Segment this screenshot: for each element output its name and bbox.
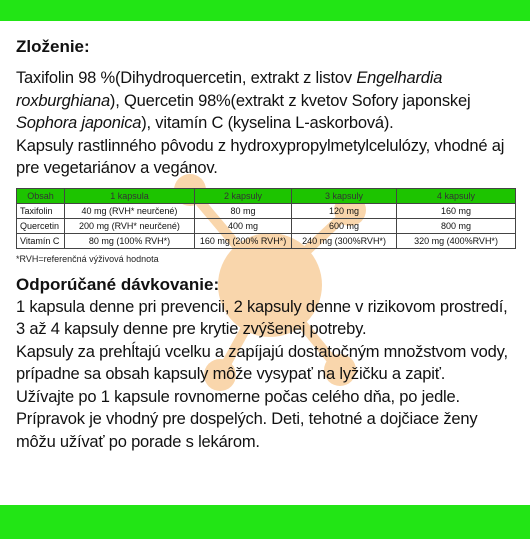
table-cell: 120 mg <box>292 203 397 218</box>
table-row <box>17 203 516 218</box>
dosage-heading: Odporúčané dávkovanie: <box>16 274 220 294</box>
table-row <box>17 233 516 248</box>
table-cell: 600 mg <box>292 218 397 233</box>
table-cell: Taxifolin <box>17 203 65 218</box>
table-row <box>17 218 516 233</box>
table-cell: 80 mg (100% RVH*) <box>65 233 195 248</box>
composition-heading: Zloženie: <box>16 37 90 56</box>
usage-text: Kapsuly za prehĺtajú vcelku a zapíjajú dostatočným množstvom vody, prípadne sa obsah kapsuly môže vysypať na lyžičku a zapiť. <box>16 342 508 383</box>
frequency-text: Užívajte po 1 kapsule rovnomerne počas celého dňa, po jedle. <box>16 387 460 406</box>
top-green-bar <box>0 0 530 21</box>
rvh-footnote: *RVH=referenčná výživová hodnota <box>16 253 159 264</box>
table-cell: 160 mg (200% RVH*) <box>195 233 292 248</box>
capsule-info: Kapsuly rastlinného pôvodu z hydroxypropylmetylcelulózy, vhodné aj pre vegetariánov a vegánov. <box>16 136 505 177</box>
bottom-green-bar <box>0 505 530 539</box>
composition-ingredients: Taxifolin 98 %(Dihydroquercetin, extrakt z listov Engelhardia roxburghiana), Quercetin 98%(extrakt z kvetov Sofory japonskej Sophora japonica), vitamín C (kyselina L-askorbová). <box>16 69 471 132</box>
dosage-table <box>16 188 516 249</box>
table-header: Obsah <box>17 188 65 203</box>
table-cell: Vitamín C <box>17 233 65 248</box>
table-cell: 240 mg (300%RVH*) <box>292 233 397 248</box>
table-cell: 200 mg (RVH* neurčené) <box>65 218 195 233</box>
table-cell: Quercetin <box>17 218 65 233</box>
table-header: 4 kapsuly <box>397 188 516 203</box>
dosage-text: 1 kapsula denne pri prevencii, 2 kapsuly denne v rizikovom prostredí, 3 až 4 kapsuly denne pre krytie zvýšenej potreby. <box>16 297 508 338</box>
suitability-text: Prípravok je vhodný pre dospelých. Deti, tehotné a dojčiace ženy môžu užívať po porade s lekárom. <box>16 410 478 451</box>
table-cell: 160 mg <box>397 203 516 218</box>
table-cell: 40 mg (RVH* neurčené) <box>65 203 195 218</box>
table-cell: 400 mg <box>195 218 292 233</box>
table-cell: 80 mg <box>195 203 292 218</box>
table-header: 2 kapsuly <box>195 188 292 203</box>
table-header: 3 kapsuly <box>292 188 397 203</box>
table-cell: 800 mg <box>397 218 516 233</box>
table-cell: 320 mg (400%RVH*) <box>397 233 516 248</box>
table-header: 1 kapsula <box>65 188 195 203</box>
product-label-content <box>16 36 518 453</box>
table-header-row <box>17 188 516 203</box>
